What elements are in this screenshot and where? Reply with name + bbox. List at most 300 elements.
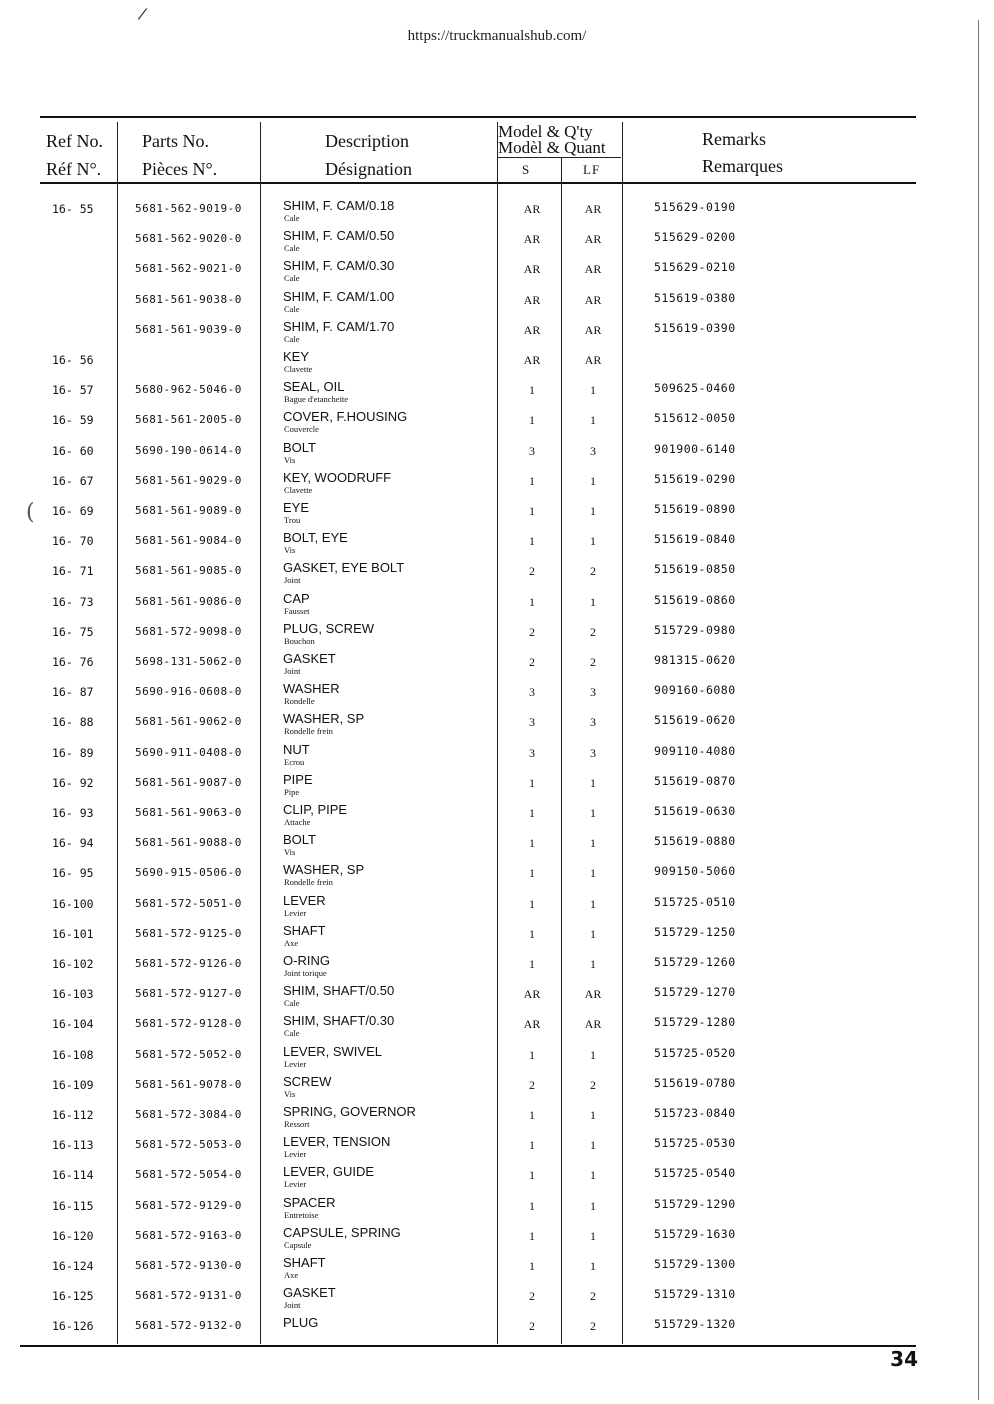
ref-no: 16- 94 [52,836,94,851]
part-no: 5681-572-9163-0 [135,1228,242,1242]
designation-fr: Rondelle [284,696,315,707]
table-row [0,256,994,286]
qty-s: AR [523,1017,541,1032]
remark: 515619-0780 [654,1075,736,1090]
part-no: 5681-561-9063-0 [135,806,242,819]
table-row [0,619,994,649]
part-no: 5681-562-9020-0 [135,232,242,246]
header-bottom-rule [40,182,916,184]
remark: 515729-1290 [654,1196,736,1211]
header-qty-fr: Modèl & Quant [498,138,606,157]
header-ref-fr: Réf N°. [46,159,102,179]
qty-s: AR [523,987,541,1002]
description: SHIM, F. CAM/1.70 [283,318,395,334]
qty-lf: 1 [590,836,596,851]
description: KEY, WOODRUFF [283,469,392,485]
table-row [0,407,994,437]
qty-lf: 1 [590,383,596,398]
part-no: 5690-915-0506-0 [135,866,242,880]
designation-fr: Levier [284,1149,307,1160]
qty-lf: 1 [590,1168,596,1183]
description: SPRING, GOVERNOR [283,1104,416,1119]
remark: 515619-0620 [654,713,736,728]
table-bottom-rule [20,1345,916,1347]
description: BOLT, EYE [283,530,348,546]
part-no: 5681-572-9129-0 [135,1198,242,1212]
table-row [0,1253,994,1283]
designation-fr: Joint [284,1300,301,1311]
ref-no: 16- 89 [52,745,94,760]
margin-mark: ( [26,500,35,525]
qty-lf: 3 [590,685,596,700]
part-no: 5681-561-9086-0 [135,594,242,608]
qty-s: 2 [529,624,535,639]
designation-fr: Joint torique [284,968,327,978]
ref-no: 16- 59 [52,413,94,428]
description: LEVER, SWIVEL [283,1043,382,1059]
qty-lf: 2 [590,624,596,639]
ref-no: 16-108 [52,1047,94,1062]
table-row [0,981,994,1011]
designation-fr: Attache [284,817,311,827]
qty-lf: 1 [590,775,596,790]
remark: 515729-1310 [654,1287,736,1302]
part-no: 5690-190-0614-0 [135,443,242,457]
part-no: 5681-561-9039-0 [135,322,242,336]
designation-fr: Levier [284,1058,307,1069]
ref-no: 16-120 [52,1228,94,1243]
remark: 515619-0870 [654,773,736,788]
qty-s: 1 [529,926,535,941]
qty-lf: 1 [590,806,596,820]
part-no: 5681-572-5054-0 [135,1168,242,1182]
qty-s: AR [523,292,541,307]
qty-lf: AR [584,1017,602,1032]
part-no: 5681-561-9029-0 [135,473,242,487]
qty-lf: 1 [590,1198,596,1213]
qty-s: 1 [529,806,535,820]
remark: 515729-1280 [654,1015,736,1030]
table-row [0,468,994,498]
description: BOLT [283,832,316,848]
qty-lf: 2 [590,1319,596,1334]
qty-lf: AR [584,353,602,367]
designation-fr: Bouchon [284,635,315,646]
ref-no: 16-124 [52,1259,94,1273]
table-row [0,1102,994,1132]
description: SHAFT [283,1255,326,1270]
qty-s: 3 [529,443,535,458]
table-row [0,287,994,317]
part-no: 5681-572-9127-0 [135,987,242,1001]
qty-lf: 1 [590,896,596,911]
remark: 515729-1630 [654,1226,736,1241]
designation-fr: Levier [284,907,307,918]
remark: 515729-1270 [654,985,736,1000]
table-row [0,830,994,860]
remark: 515729-0980 [654,622,736,637]
part-no: 5690-916-0608-0 [135,685,242,699]
qty-s: 1 [529,1228,535,1243]
remark: 515629-0190 [654,200,736,214]
table-row [0,800,994,830]
qty-s: 1 [529,1047,535,1062]
ref-no: 16- 75 [52,624,94,639]
description: LEVER [283,892,326,908]
qty-lf: 1 [590,1138,596,1153]
description: BOLT [283,439,316,455]
remark: 515729-1250 [654,924,736,939]
description: SHIM, F. CAM/0.50 [283,228,395,244]
table-row [0,1223,994,1253]
description: WASHER [283,681,340,697]
designation-fr: Rondelle frein [284,726,333,737]
header-remarks-fr: Remarques [702,156,783,176]
ref-no: 16- 60 [52,443,94,458]
ref-no: 16- 92 [52,775,94,790]
remark: 515619-0860 [654,592,736,607]
table-row [0,679,994,709]
description: GASKET, EYE BOLT [283,560,405,576]
ref-no: 16- 71 [52,564,94,579]
part-no: 5681-572-3084-0 [135,1108,242,1121]
part-no: 5681-572-5053-0 [135,1138,242,1152]
table-row [0,226,994,256]
description: WASHER, SP [283,862,365,878]
description: SCREW [283,1073,332,1089]
part-no: 5681-561-9062-0 [135,715,242,729]
ref-no: 16- 88 [52,715,94,730]
qty-header-divider [497,157,621,158]
qty-lf: 3 [590,745,596,760]
table-row [0,1313,994,1343]
part-no: 5681-561-9087-0 [135,775,242,789]
header-parts-fr: Pièces N°. [142,159,218,179]
ref-no: 16- 56 [52,353,94,367]
remark: 515723-0840 [654,1106,736,1120]
qty-lf: AR [584,202,602,216]
table-row [0,498,994,528]
qty-lf: 2 [590,655,596,669]
designation-fr: Cale [284,1028,300,1039]
qty-s: 1 [529,775,535,790]
qty-s: 2 [529,1289,535,1304]
designation-fr: Couvercle [284,424,319,435]
qty-lf: 2 [590,564,596,579]
header-qty-en: Model & Q'ty [498,122,593,141]
qty-s: AR [523,353,541,367]
qty-s: 1 [529,383,535,398]
table-row [0,558,994,588]
qty-s: 1 [529,1138,535,1153]
qty-s: AR [523,202,541,216]
designation-fr: Joint [284,575,301,586]
description: SPACER [283,1194,336,1210]
table-row [0,1132,994,1162]
qty-lf: AR [584,262,602,277]
part-no: 5681-572-9131-0 [135,1289,242,1303]
remark: 909110-4080 [654,743,736,758]
part-no: 5681-572-5051-0 [135,896,242,910]
table-row [0,770,994,800]
part-no: 5681-561-9084-0 [135,534,242,548]
designation-fr: Capsule [284,1239,312,1250]
description: SHIM, F. CAM/0.30 [283,258,395,274]
qty-lf: 1 [590,534,596,549]
qty-lf: AR [584,322,602,337]
remark: 515619-0630 [654,804,736,818]
table-row [0,860,994,890]
qty-lf: 1 [590,1259,596,1273]
table-row [0,1162,994,1192]
designation-fr: Vis [284,454,296,465]
ref-no: 16- 69 [52,504,94,518]
qty-s: 1 [529,866,535,881]
ref-no: 16- 57 [52,383,94,398]
description: KEY [283,349,310,364]
remark: 515729-1260 [654,955,736,969]
description: CLIP, PIPE [283,802,348,817]
qty-lf: 1 [590,866,596,881]
qty-s: 1 [529,473,535,488]
remark: 515725-0530 [654,1136,736,1151]
ref-no: 16- 67 [52,473,94,488]
table-row [0,740,994,770]
description: NUT [283,741,310,757]
qty-lf: 2 [590,1077,596,1092]
designation-fr: Trou [284,515,301,525]
table-row [0,347,994,377]
table-row [0,196,994,226]
remark: 909150-5060 [654,864,736,879]
description: SHIM, SHAFT/0.30 [283,1013,395,1029]
qty-s: 1 [529,594,535,609]
remark: 909160-6080 [654,683,736,698]
qty-s: 1 [529,413,535,428]
ref-no: 16-101 [52,926,94,941]
part-no: 5681-561-2005-0 [135,413,242,427]
designation-fr: Bague d'etancheite [284,394,349,405]
remark: 515619-0840 [654,532,736,547]
ref-no: 16-100 [52,896,94,911]
designation-fr: Entretoise [284,1209,319,1220]
description: COVER, F.HOUSING [283,409,408,425]
ref-no: 16- 93 [52,806,94,820]
description: LEVER, TENSION [283,1134,391,1150]
description: SHIM, F. CAM/0.18 [283,198,395,213]
qty-s: 1 [529,504,535,518]
remark: 515619-0390 [654,320,736,335]
header-description-en: Description [325,131,409,151]
remark: 515629-0200 [654,230,736,245]
part-no: 5680-962-5046-0 [135,383,242,397]
remark: 515725-0520 [654,1045,736,1060]
part-no: 5681-561-9088-0 [135,836,242,850]
remark: 515619-0380 [654,290,736,305]
qty-s: 3 [529,685,535,700]
part-no: 5681-572-9125-0 [135,926,242,940]
remark: 515725-0540 [654,1166,736,1181]
qty-lf: 1 [590,473,596,488]
ref-no: 16- 73 [52,594,94,609]
designation-fr: Axe [284,937,299,948]
description: PLUG, SCREW [283,620,375,636]
part-no: 5681-572-5052-0 [135,1047,242,1061]
header-col-lf: LF [583,162,601,177]
designation-fr: Cale [284,273,300,284]
header-ref-en: Ref No. [46,131,103,151]
designation-fr: Vis [284,545,296,556]
ref-no: 16-115 [52,1198,94,1213]
qty-lf: 1 [590,1228,596,1243]
qty-s: AR [523,262,541,277]
ref-no: 16-125 [52,1289,94,1304]
qty-s: 2 [529,564,535,579]
designation-fr: Pipe [284,786,300,797]
qty-s: 1 [529,1259,535,1273]
ref-no: 16- 55 [52,202,94,216]
ref-no: 16- 70 [52,534,94,549]
designation-fr: Ressort [284,1119,310,1129]
part-no: 5681-572-9098-0 [135,624,242,638]
remark: 515629-0210 [654,260,736,275]
table-top-rule [40,116,916,118]
qty-s: 3 [529,745,535,760]
qty-lf: 1 [590,594,596,609]
qty-s: 1 [529,836,535,851]
table-row [0,528,994,558]
designation-fr: Vis [284,1088,296,1099]
table-row [0,709,994,739]
remark: 981315-0620 [654,653,736,667]
description: SHIM, F. CAM/1.00 [283,288,395,304]
qty-s: AR [523,232,541,247]
ref-no: 16-126 [52,1319,94,1334]
header-description-fr: Désignation [325,159,412,179]
table-row [0,1072,994,1102]
remark: 515619-0890 [654,502,736,516]
description: PIPE [283,771,313,787]
remark: 515729-1320 [654,1317,736,1332]
table-row [0,317,994,347]
description: SHAFT [283,922,326,938]
qty-lf: 1 [590,926,596,941]
remark: 515729-1300 [654,1257,736,1271]
designation-fr: Axe [284,1270,299,1280]
table-row [0,1042,994,1072]
qty-lf: 3 [590,443,596,458]
part-no: 5681-562-9021-0 [135,262,242,276]
ref-no: 16-103 [52,987,94,1002]
qty-lf: 1 [590,413,596,428]
qty-s: 1 [529,1168,535,1183]
qty-lf: 1 [590,1047,596,1062]
ref-no: 16-114 [52,1168,94,1183]
ref-no: 16- 95 [52,866,94,881]
qty-s: 1 [529,1198,535,1213]
part-no: 5690-911-0408-0 [135,745,242,759]
part-no: 5681-572-9126-0 [135,957,242,970]
page-number: 34 [890,1347,918,1371]
remark: 515725-0510 [654,894,736,909]
table-row [0,1283,994,1313]
qty-s: 1 [529,957,535,971]
remark: 515612-0050 [654,411,736,426]
part-no: 5681-561-9089-0 [135,504,242,517]
part-no: 5681-562-9019-0 [135,202,242,215]
designation-fr: Cale [284,303,300,314]
qty-lf: 3 [590,715,596,730]
designation-fr: Levier [284,1179,307,1190]
designation-fr: Joint [284,666,301,676]
qty-s: 2 [529,655,535,669]
table-row [0,438,994,468]
part-no: 5681-561-9038-0 [135,292,242,306]
remark: 515619-0880 [654,834,736,849]
qty-lf: 1 [590,1108,596,1122]
qty-s: 1 [529,534,535,549]
qty-s: 1 [529,896,535,911]
table-row [0,377,994,407]
designation-fr: Vis [284,847,296,858]
part-no: 5681-561-9078-0 [135,1077,242,1091]
qty-lf: AR [584,987,602,1002]
part-no: 5698-131-5062-0 [135,655,242,668]
qty-s: 2 [529,1077,535,1092]
qty-s: AR [523,322,541,337]
part-no: 5681-572-9128-0 [135,1017,242,1031]
table-row [0,951,994,981]
ref-no: 16- 87 [52,685,94,700]
remark: 515619-0850 [654,562,736,577]
description: SEAL, OIL [283,379,345,395]
ref-no: 16-102 [52,957,94,971]
designation-fr: Cale [284,333,300,344]
ref-no: 16-113 [52,1138,94,1153]
description: O-RING [283,953,330,968]
designation-fr: Clavette [284,484,313,495]
description: LEVER, GUIDE [283,1164,375,1180]
table-row [0,649,994,679]
description: EYE [283,500,310,515]
description: WASHER, SP [283,711,365,727]
qty-lf: 1 [590,504,596,518]
part-no: 5681-572-9130-0 [135,1259,242,1272]
table-row [0,1193,994,1223]
designation-fr: Ecrou [284,756,305,767]
header-col-s: S [522,162,531,177]
designation-fr: Rondelle frein [284,877,333,888]
designation-fr: Cale [284,213,300,223]
part-no: 5681-561-9085-0 [135,564,242,578]
table-row [0,921,994,951]
remark: 509625-0460 [654,381,736,396]
header-remarks-en: Remarks [702,129,766,149]
description: GASKET [283,1285,336,1301]
table-row [0,589,994,619]
qty-s: 2 [529,1319,535,1334]
part-no: 5681-572-9132-0 [135,1319,242,1333]
header-parts-en: Parts No. [142,131,209,151]
description: PLUG [283,1315,319,1331]
qty-s: 3 [529,715,535,730]
stray-mark: / [136,3,149,24]
designation-fr: Cale [284,243,300,254]
qty-lf: AR [584,232,602,247]
table-row [0,1011,994,1041]
description: CAPSULE, SPRING [283,1224,401,1240]
source-url[interactable]: https://truckmanualshub.com/ [407,28,587,44]
